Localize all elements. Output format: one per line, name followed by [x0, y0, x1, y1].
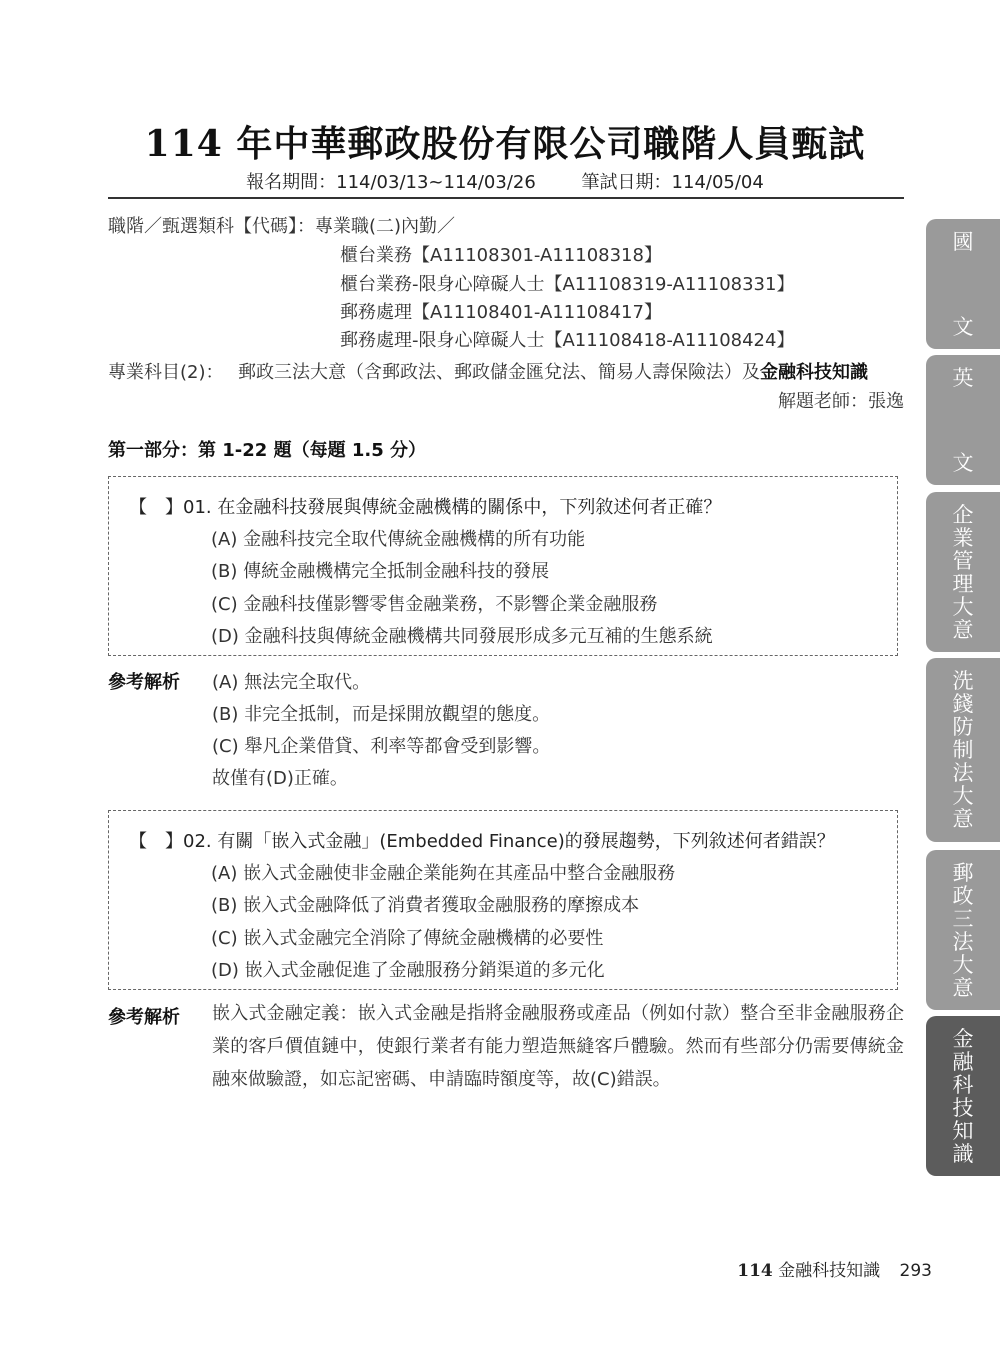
page-title: 114 年中華郵政股份有限公司職階人員甄試	[144, 123, 866, 165]
teacher: 解題老師：張逸	[778, 391, 904, 412]
tab-label: 英 文	[952, 366, 974, 475]
tab-fintech[interactable]	[926, 1016, 1000, 1176]
category-line: 櫃台業務【A11108301-A11108318】	[340, 245, 662, 266]
question-box	[108, 476, 898, 656]
tab-label: 國 文	[952, 230, 974, 339]
category-label: 職階／甄選類科【代碼】：專業職(二)內勤／	[108, 216, 456, 237]
question-stem: 【 】02. 有關「嵌入式金融」(Embedded Finance)的發展趨勢，下列敘述何者錯誤？	[129, 831, 835, 852]
category-line: 郵務處理-限身心障礙人士【A11108418-A11108424】	[340, 330, 795, 351]
subject-label: 專業科目(2)：	[108, 362, 224, 383]
analysis-line: (A) 無法完全取代。	[212, 672, 371, 693]
page-number: 293	[899, 1261, 932, 1281]
question-stem: 【 】01. 在金融科技發展與傳統金融機構的關係中，下列敘述何者正確？	[129, 497, 722, 518]
tab-business-management[interactable]	[926, 492, 1000, 652]
exam-date: 筆試日期：114/05/04	[581, 172, 764, 193]
question-option: (D) 金融科技與傳統金融機構共同發展形成多元互補的生態系統	[211, 626, 713, 647]
exam-dates	[0, 168, 1000, 194]
category-line: 郵務處理【A11108401-A11108417】	[340, 302, 662, 323]
footer-subject: 金融科技知識	[778, 1261, 881, 1281]
tab-postal-laws[interactable]	[926, 850, 1000, 1010]
subject-highlight: 金融科技知識	[760, 362, 868, 383]
analysis-label: 參考解析	[108, 1007, 180, 1028]
analysis-line: 故僅有(D)正確。	[212, 768, 348, 789]
question-option: (B) 傳統金融機構完全抵制金融科技的發展	[211, 561, 550, 582]
question-option: (A) 嵌入式金融使非金融企業能夠在其產品中整合金融服務	[211, 863, 676, 884]
question-option: (C) 嵌入式金融完全消除了傳統金融機構的必要性	[211, 928, 604, 949]
tab-label: 郵 政 三 法 大 意	[952, 861, 974, 1000]
registration-period: 報名期間：114/03/13~114/03/26	[246, 172, 536, 193]
question-option: (D) 嵌入式金融促進了金融服務分銷渠道的多元化	[211, 960, 605, 981]
category-line: 櫃台業務-限身心障礙人士【A11108319-A11108331】	[340, 274, 795, 295]
analysis-label: 參考解析	[108, 672, 180, 693]
tab-label: 洗 錢 防 制 法 大 意	[952, 669, 974, 831]
analysis-line: (C) 舉凡企業借貸、利率等都會受到影響。	[212, 736, 551, 757]
question-option: (B) 嵌入式金融降低了消費者獲取金融服務的摩擦成本	[211, 895, 640, 916]
footer-year: 114	[737, 1261, 773, 1281]
page-footer	[737, 1256, 932, 1281]
header-divider	[108, 197, 904, 199]
question-option: (C) 金融科技僅影響零售金融業務，不影響企業金融服務	[211, 594, 658, 615]
analysis-line: (B) 非完全抵制，而是採開放觀望的態度。	[212, 704, 551, 725]
tab-label: 金 融 科 技 知 識	[952, 1027, 974, 1166]
analysis-paragraph: 嵌入式金融定義：嵌入式金融是指將金融服務或產品（例如付款）整合至非金融服務企業的客戶價值鏈中，使銀行業者有能力塑造無縫客戶體驗。然而有些部分仍需要傳統金融來做驗證，如忘記密碼、申請臨時額度等，故(C)錯誤。	[212, 1003, 904, 1090]
tab-english[interactable]	[926, 355, 1000, 485]
question-box	[108, 810, 898, 990]
tab-anti-money-laundering[interactable]	[926, 658, 1000, 842]
tab-chinese[interactable]	[926, 219, 1000, 349]
question-option: (A) 金融科技完全取代傳統金融機構的所有功能	[211, 529, 586, 550]
subject-text: 郵政三法大意（含郵政法、郵政儲金匯兌法、簡易人壽保險法）及金融科技知識	[238, 362, 868, 383]
section-heading: 第一部分：第 1-22 題（每題 1.5 分）	[108, 440, 426, 461]
tab-label: 企 業 管 理 大 意	[952, 503, 974, 642]
